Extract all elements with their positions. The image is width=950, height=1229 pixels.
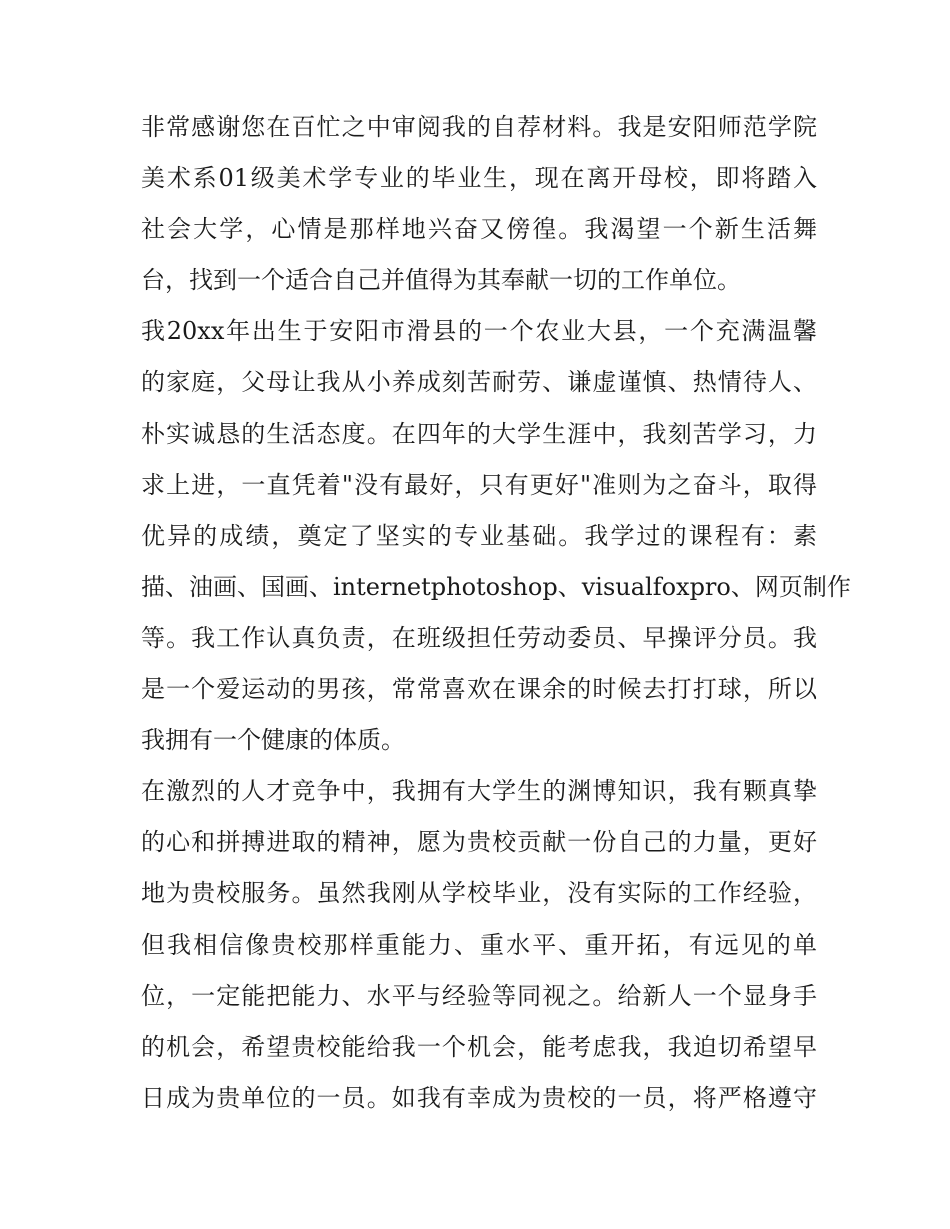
text-line: 地为贵校服务。虽然我刚从学校毕业，没有实际的工作经验， [141, 879, 817, 908]
text-line: 日成为贵单位的一员。如我有幸成为贵校的一员，将严格遵守 [141, 1083, 817, 1112]
text-line: 的心和拼搏进取的精神，愿为贵校贡献一份自己的力量，更好 [141, 828, 817, 857]
text-line: 我拥有一个健康的体质。 [141, 726, 405, 755]
paragraph-1 [141, 102, 817, 306]
text-line: 的机会，希望贵校能给我一个机会，能考虑我，我迫切希望早 [141, 1032, 817, 1061]
text-line: 是一个爱运动的男孩，常常喜欢在课余的时候去打打球，所以 [141, 675, 817, 704]
text-line: 社会大学，心情是那样地兴奋又傍徨。我渴望一个新生活舞 [141, 215, 817, 244]
paragraph-2 [141, 306, 851, 766]
text-line: 非常感谢您在百忙之中审阅我的自荐材料。我是安阳师范学院 [141, 113, 817, 141]
text-line: 位，一定能把能力、水平与经验等同视之。给新人一个显身手 [141, 981, 817, 1010]
text-line: 台，找到一个适合自己并值得为其奉献一切的工作单位。 [141, 266, 741, 295]
text-line: 在激烈的人才竞争中，我拥有大学生的渊博知识，我有颗真挚 [141, 777, 817, 806]
document-body [141, 102, 851, 1124]
text-line: 朴实诚恳的生活态度。在四年的大学生涯中，我刻苦学习，力 [141, 419, 817, 448]
text-line: 的家庭，父母让我从小养成刻苦耐劳、谦虚谨慎、热情待人、 [141, 368, 817, 397]
text-line: 美术系01级美术学专业的毕业生，现在离开母校，即将踏入 [141, 164, 817, 193]
text-line: 等。我工作认真负责，在班级担任劳动委员、早操评分员。我 [141, 623, 817, 652]
text-line: 我20xx年出生于安阳市滑县的一个农业大县，一个充满温馨 [141, 317, 817, 346]
text-line: 但我相信像贵校那样重能力、重水平、重开拓，有远见的单 [141, 930, 817, 959]
text-line: 描、油画、国画、internetphotoshop、visualfoxpro、网页制作 [141, 572, 851, 601]
text-line: 求上进，一直凭着"没有最好，只有更好"准则为之奋斗，取得 [141, 470, 817, 499]
paragraph-3 [141, 766, 817, 1124]
text-line: 优异的成绩，奠定了坚实的专业基础。我学过的课程有：素 [141, 521, 817, 550]
